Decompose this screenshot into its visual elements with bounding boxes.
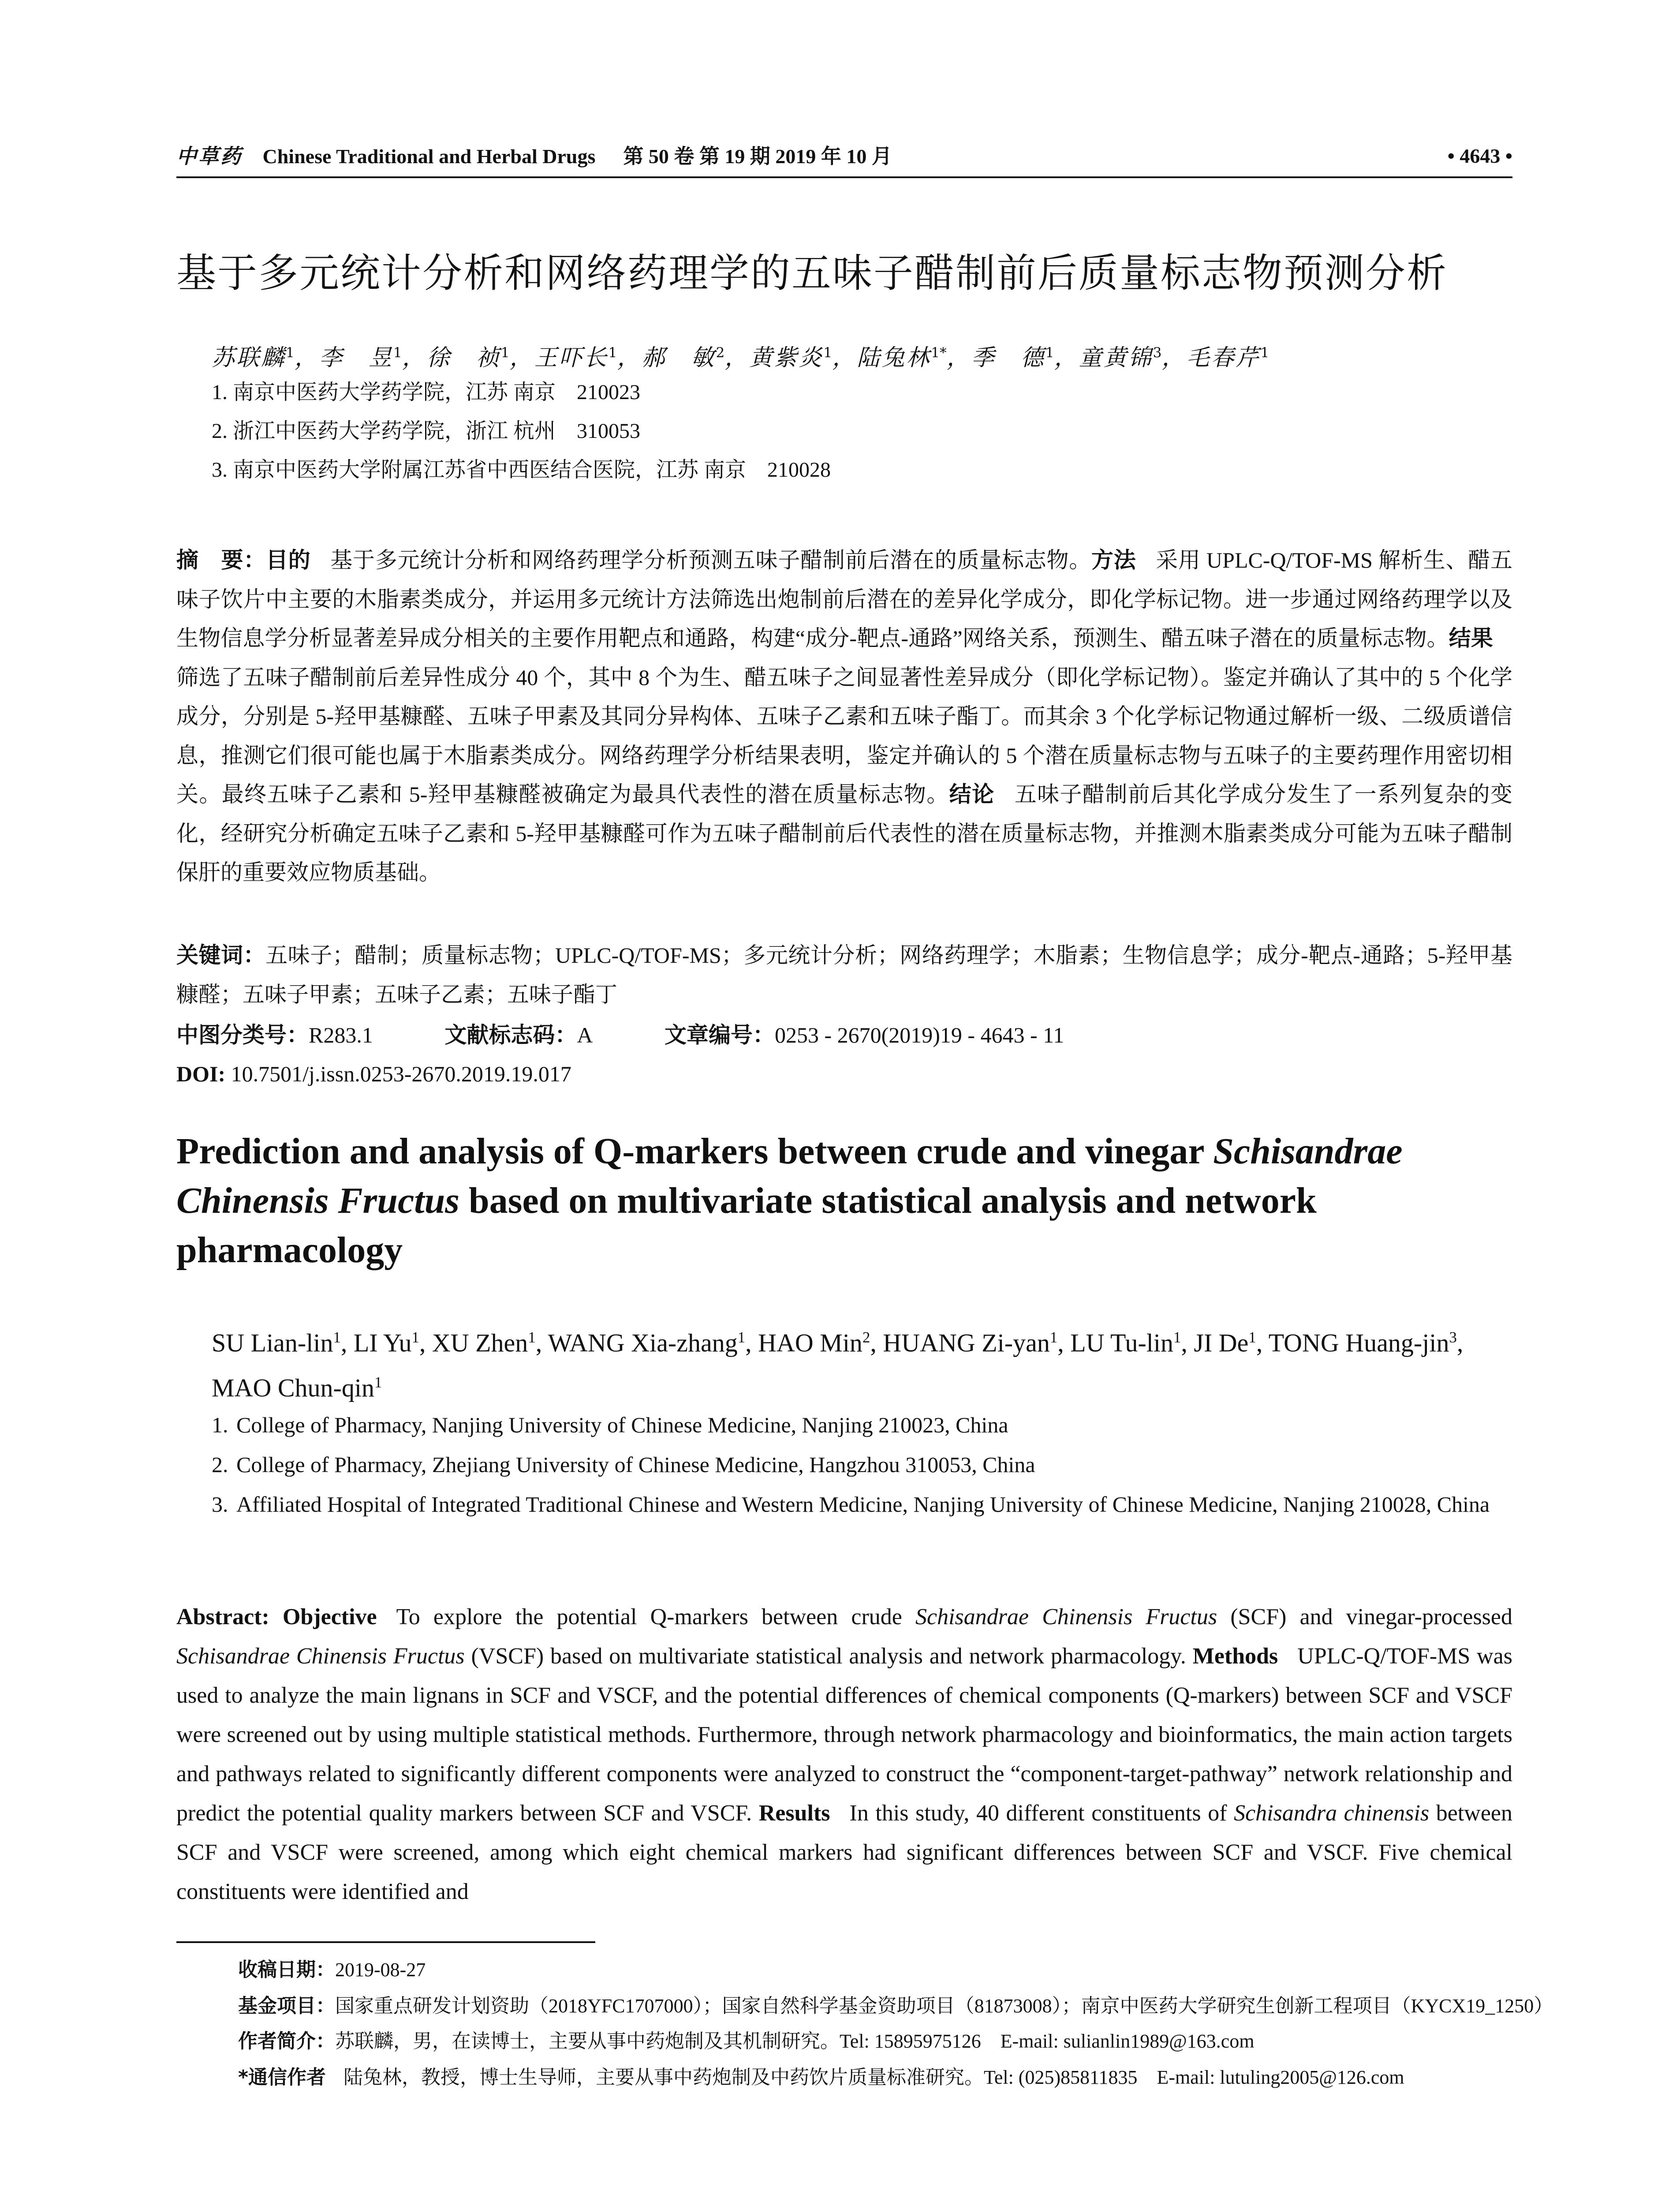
author-affiliation-mark: 2 xyxy=(716,345,725,361)
corresponding-label: *通信作者 xyxy=(238,2066,326,2089)
received-date: 2019-08-27 xyxy=(335,1959,426,1981)
doi-label: DOI: xyxy=(176,1061,226,1086)
objective-en-3: (VSCF) based on multivariate statistical analysis and network pharmacology. xyxy=(464,1644,1186,1669)
journal-name-cn: 中草药 xyxy=(176,144,243,168)
author-affiliation-mark: 1 xyxy=(823,345,833,361)
affiliation-en-3-num: 3. xyxy=(212,1492,228,1517)
abstract-en-label: Abstract: xyxy=(176,1604,269,1629)
objective-en-species-1: Schisandrae Chinensis Fructus xyxy=(915,1604,1217,1629)
author-affiliation-mark: 1 xyxy=(374,1374,382,1391)
conclusion-label-cn: 结论 xyxy=(949,781,995,807)
author-affiliation-mark: 1 xyxy=(1260,345,1269,361)
affiliation-en-1-text: College of Pharmacy, Nanjing University of Chinese Medicine, Nanjing 210023, China xyxy=(236,1413,1008,1437)
author-affiliation-mark: 1 xyxy=(333,1329,341,1346)
objective-label-en: Objective xyxy=(282,1604,377,1629)
author-bio-label: 作者简介： xyxy=(238,2030,335,2052)
classification-line xyxy=(176,1020,1512,1050)
page-number: • 4643 • xyxy=(1447,145,1512,167)
abstract-cn-label: 摘 要： xyxy=(176,547,266,573)
footnote-author xyxy=(238,2028,1512,2055)
author-affiliation-mark: 1 xyxy=(737,1329,746,1346)
author-name: 童黄锦 xyxy=(1079,344,1153,371)
author-affiliation-mark: 1 xyxy=(1173,1329,1181,1346)
footnote-received xyxy=(238,1956,1512,1984)
results-label-en: Results xyxy=(758,1801,830,1826)
journal-issue: 第 50 卷 第 19 期 2019 年 10 月 xyxy=(623,145,892,168)
author-name: 李 昱 xyxy=(319,344,393,371)
title-en xyxy=(176,1127,1512,1275)
author-affiliation-mark: 1 xyxy=(286,345,295,361)
running-header xyxy=(176,142,1512,170)
author-name: LU Tu-lin xyxy=(1070,1328,1173,1357)
objective-label-cn: 目的 xyxy=(266,547,311,573)
article-no-label: 文章编号： xyxy=(664,1022,775,1048)
authors-cn: 苏联麟$^1$，李 昱$^1$，徐 祯$^1$，王吓长$^1$，郝 敏$^2$，黄紫炎$^1$，陆兔林$^{1*}$，季 德$^1$，童黄锦$^3$，毛春芹$^1$ xyxy=(212,344,1269,371)
title-cn: 基于多元统计分析和网络药理学的五味子醋制前后质量标志物预测分析 xyxy=(176,250,1448,296)
affiliation-en-1-num: 1. xyxy=(212,1413,228,1437)
methods-label-en: Methods xyxy=(1192,1644,1278,1669)
author-name: HAO Min xyxy=(758,1328,862,1357)
affiliation-en-2-num: 2. xyxy=(212,1452,228,1477)
objective-en-1: To explore the potential Q-markers between crude xyxy=(396,1604,915,1629)
methods-label-cn: 方法 xyxy=(1091,547,1136,573)
footnote-corresponding xyxy=(238,2064,1512,2091)
author-bio-text: 苏联麟，男，在读博士，主要从事中药炮制及其机制研究。Tel: 15895975126 E-mail: sulianlin1989@163.com xyxy=(335,2030,1254,2052)
author-name: 毛春芹 xyxy=(1186,344,1261,371)
keywords-text: 五味子；醋制；质量标志物；UPLC-Q/TOF-MS；多元统计分析；网络药理学；木脂素；生物信息学；成分-靶点-通路；5-羟甲基糠醛；五味子甲素；五味子乙素；五味子酯丁 xyxy=(176,943,1513,1007)
journal-name-en: Chinese Traditional and Herbal Drugs xyxy=(262,145,596,168)
title-en-part2: based on multivariate statistical analysis and network pharmacology xyxy=(176,1180,1317,1271)
author-affiliation-mark: 1* xyxy=(931,345,947,361)
keywords-label: 关键词： xyxy=(176,942,266,968)
author-name: LI Yu xyxy=(353,1328,412,1357)
clc-label: 中图分类号： xyxy=(176,1022,309,1048)
author-name: 季 德 xyxy=(971,344,1045,371)
affiliation-en-2 xyxy=(212,1445,1512,1484)
affiliation-cn-3: 3. 南京中医药大学附属江苏省中西医结合医院，江苏 南京 210028 xyxy=(212,458,831,482)
author-name: WANG Xia-zhang xyxy=(548,1328,738,1357)
author-affiliation-mark: 1 xyxy=(528,1329,536,1346)
author-name: MAO Chun-qin xyxy=(212,1373,374,1402)
affiliation-en-3-text: Affiliated Hospital of Integrated Traditional Chinese and Western Medicine, Nanjing University of Chinese Medicine, Nanjing 210028, China xyxy=(236,1492,1490,1517)
results-en-1: In this study, 40 different constituents of xyxy=(849,1801,1234,1826)
title-en-part1: Prediction and analysis of Q-markers between crude and vinegar xyxy=(176,1131,1213,1172)
author-name: XU Zhen xyxy=(432,1328,528,1357)
results-en-2: between SCF and VSCF were screened, among which eight chemical markers had significant differences between SCF and VSCF. Five chemical constituents were identified and xyxy=(176,1801,1512,1904)
article-no-value: 0253 - 2670(2019)19 - 4643 - 11 xyxy=(774,1023,1064,1047)
affiliation-cn-2: 2. 浙江中医药大学药学院，浙江 杭州 310053 xyxy=(212,419,641,443)
affiliation-cn-1: 1. 南京中医药大学药学院，江苏 南京 210023 xyxy=(212,381,641,404)
author-name: 黄紫炎 xyxy=(749,344,824,371)
affiliation-en-1 xyxy=(212,1405,1512,1445)
author-name: 郝 敏 xyxy=(642,344,716,371)
author-affiliation-mark: 3 xyxy=(1449,1329,1457,1346)
abstract-cn xyxy=(176,541,1512,892)
footnote-rule xyxy=(176,1941,595,1943)
author-name: 陆兔林 xyxy=(857,344,931,371)
author-affiliation-mark: 1 xyxy=(411,1329,419,1346)
affiliation-en-2-text: College of Pharmacy, Zhejiang University of Chinese Medicine, Hangzhou 310053, China xyxy=(236,1452,1035,1477)
author-affiliation-mark: 1 xyxy=(608,345,617,361)
author-name: HUANG Zi-yan xyxy=(883,1328,1050,1357)
authors-en: SU Lian-lin$^1$, LI Yu$^1$, XU Zhen$^1$, WANG Xia-zhang$^1$, HAO Min$^2$, HUANG Zi-yan$^1$, LU Tu-lin$^1$, JI De$^1$, TONG Huang-jin$^3$, MAO Chun-qin$^1$ xyxy=(212,1328,1463,1402)
doc-code-label: 文献标志码： xyxy=(444,1022,577,1048)
methods-cn: 采用 UPLC-Q/TOF-MS 解析生、醋五味子饮片中主要的木脂素类成分，并运用多元统计方法筛选出炮制前后潜在的差异化学成分，即化学标记物。进一步通过网络药理学以及生物信息学分析显著差异成分相关的主要作用靶点和通路，构建“成分-靶点-通路”网络关系，预测生、醋五味子潜在的质量标志物。 xyxy=(176,548,1513,650)
abstract-en xyxy=(176,1597,1512,1911)
results-cn: 筛选了五味子醋制前后差异性成分 40 个，其中 8 个为生、醋五味子之间显著性差异成分（即化学标记物）。鉴定并确认了其中的 5 个化学成分，分别是 5-羟甲基糠醛、五味子甲素及其同分异构体、五味子乙素和五味子酯丁。而其余 3 个化学标记物通过解析一级、二级质谱信息，推测它们很可能也属于木脂素类成分。网络药理学分析结果表明，鉴定并确认的 5 个潜在质量标志物与五味子的主要药理作用密切相关。最终五味子乙素和 5-羟甲基糠醛被确定为最具代表性的潜在质量标志物。 xyxy=(176,665,1512,807)
author-affiliation-mark: 1 xyxy=(1248,1329,1256,1346)
doi-line xyxy=(176,1058,1512,1089)
author-name: TONG Huang-jin xyxy=(1268,1328,1449,1357)
corresponding-text: 陆兔林，教授，博士生导师，主要从事中药炮制及中药饮片质量标准研究。Tel: (025)85811835 E-mail: lutuling2005@126.com xyxy=(343,2067,1404,2088)
received-label: 收稿日期： xyxy=(238,1958,335,1981)
title-en-species: Schisandrae Chinensis Fructus xyxy=(176,1131,1403,1221)
objective-en-species-2: Schisandrae Chinensis Fructus xyxy=(176,1644,465,1669)
conclusion-cn: 五味子醋制前后其化学成分发生了一系列复杂的变化，经研究分析确定五味子乙素和 5-羟甲基糠醛可作为五味子醋制前后代表性的潜在质量标志物，并推测木脂素类成分可能为五味子醋制保肝的重要效应物质基础。 xyxy=(176,782,1513,885)
keywords-cn xyxy=(176,936,1512,1014)
fund-text: 国家重点研发计划资助（2018YFC1707000）；国家自然科学基金资助项目（81873008）；南京中医药大学研究生创新工程项目（KYCX19_1250） xyxy=(335,1995,1553,2017)
objective-cn: 基于多元统计分析和网络药理学分析预测五味子醋制前后潜在的质量标志物。 xyxy=(330,548,1092,572)
doi-value[interactable]: 10.7501/j.issn.0253-2670.2019.19.017 xyxy=(231,1061,571,1086)
author-name: 王吓长 xyxy=(534,344,609,371)
author-name: SU Lian-lin xyxy=(212,1328,333,1357)
author-affiliation-mark: 1 xyxy=(1045,345,1054,361)
author-name: JI De xyxy=(1194,1328,1249,1357)
doc-code-value: A xyxy=(577,1023,593,1047)
results-label-cn: 结果 xyxy=(1449,625,1493,651)
author-name: 徐 祯 xyxy=(426,344,501,371)
fund-label: 基金项目： xyxy=(238,1995,335,2017)
author-affiliation-mark: 3 xyxy=(1153,345,1162,361)
header-rule xyxy=(176,176,1512,178)
methods-en: UPLC-Q/TOF-MS was used to analyze the main lignans in SCF and VSCF, and the potential differences of chemical components (Q-markers) between SCF and VSCF were screened out by using multiple statistical methods. Furthermore, through network pharmacology and bioinformatics, the main action targets and pathways related to significantly different components were analyzed to construct the “component-target-pathway” network relationship and predict the potential quality markers between SCF and VSCF. xyxy=(176,1644,1512,1826)
author-affiliation-mark: 2 xyxy=(862,1329,870,1346)
clc-value: R283.1 xyxy=(309,1023,373,1047)
author-name: 苏联麟 xyxy=(212,344,286,371)
results-en-species: Schisandra chinensis xyxy=(1234,1801,1430,1826)
objective-en-2: (SCF) and vinegar-processed xyxy=(1217,1604,1512,1629)
footnote-fund xyxy=(238,1992,1553,2020)
author-affiliation-mark: 1 xyxy=(500,345,510,361)
affiliation-en-3 xyxy=(212,1484,1512,1524)
author-affiliation-mark: 1 xyxy=(1049,1329,1058,1346)
author-affiliation-mark: 1 xyxy=(393,345,402,361)
